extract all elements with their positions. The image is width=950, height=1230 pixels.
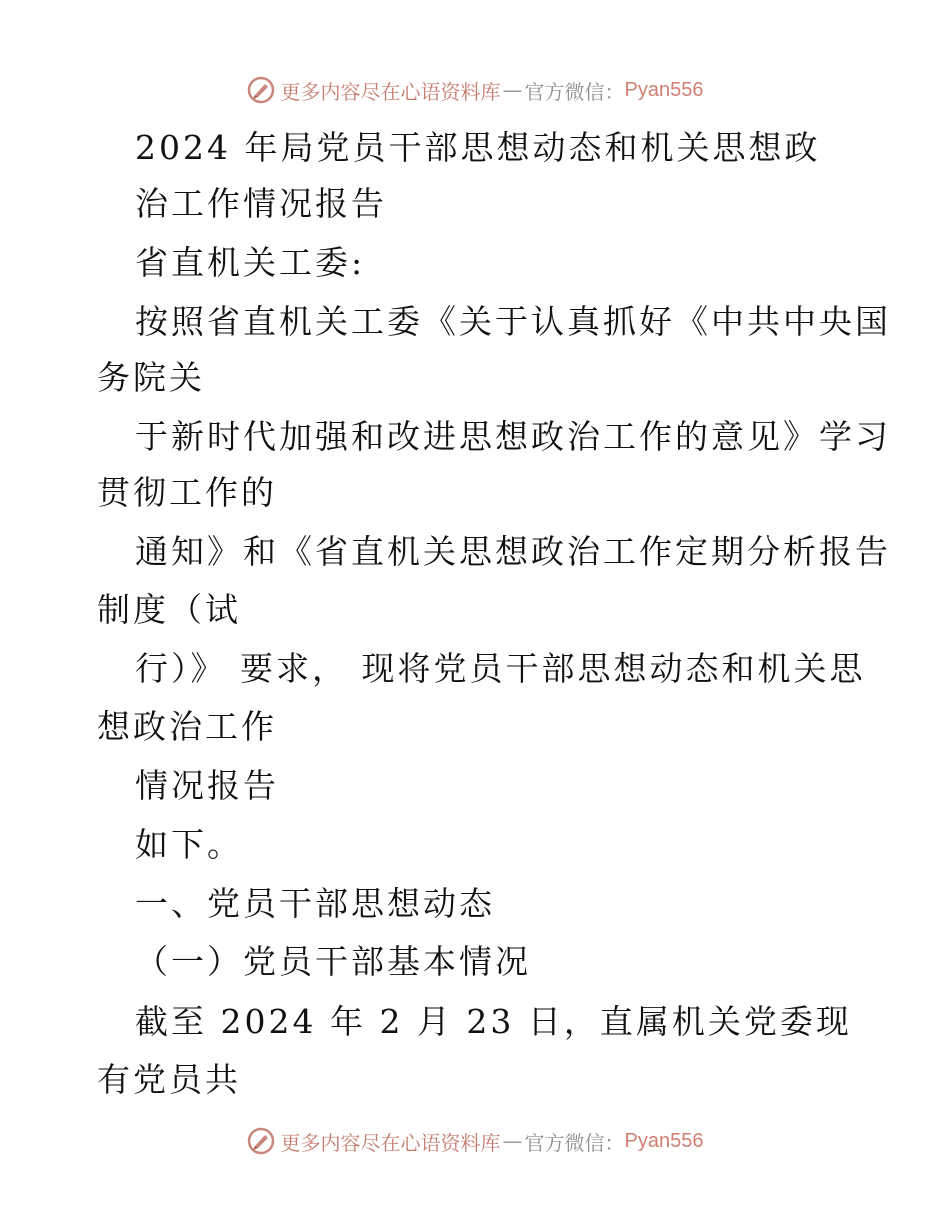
paragraph-line: 贯彻工作的 (97, 473, 277, 512)
pen-logo-icon (247, 76, 275, 104)
paragraph-line: 于新时代加强和改进思想政治工作的意见》学习 (135, 417, 891, 456)
paragraph-line: 行）》 要求， 现将党员干部思想动态和机关思 (135, 649, 866, 688)
paragraph-line: 有党员共 (97, 1060, 241, 1099)
watermark-main-text: 更多内容尽在心语资料库 (280, 1130, 501, 1155)
pen-logo-icon (247, 1127, 275, 1155)
watermark-contact-label: 官方微信： (524, 1130, 625, 1155)
paragraph-line: 截至 2024 年 2 月 23 日，直属机关党委现 (135, 1002, 852, 1041)
watermark-contact-id: Pyan556 (624, 78, 704, 101)
salutation: 省直机关工委: (135, 243, 366, 282)
document-title-line-1: 2024 年局党员干部思想动态和机关思想政 (135, 128, 821, 167)
watermark-header (0, 70, 950, 110)
paragraph-line: 通知》和《省直机关思想政治工作定期分析报告 (135, 532, 891, 571)
section-heading: 一、党员干部思想动态 (135, 884, 495, 923)
paragraph-line: 情况报告 (135, 766, 279, 805)
paragraph-line: 按照省直机关工委《关于认真抓好《中共中央国 (135, 302, 891, 341)
paragraph-line: 想政治工作 (97, 707, 277, 746)
watermark-dash: — (502, 1129, 523, 1153)
watermark-contact-id: Pyan556 (624, 1129, 704, 1152)
watermark-footer (0, 1121, 950, 1161)
paragraph-line: 如下。 (135, 825, 243, 864)
document-title-line-2: 治工作情况报告 (135, 184, 387, 223)
paragraph-line: 制度（试 (97, 590, 241, 629)
watermark-contact-label: 官方微信： (524, 79, 625, 104)
watermark-main-text: 更多内容尽在心语资料库 (280, 79, 501, 104)
watermark-dash: — (502, 78, 523, 102)
subsection-heading: （一）党员干部基本情况 (135, 942, 531, 981)
paragraph-line: 务院关 (97, 358, 205, 397)
